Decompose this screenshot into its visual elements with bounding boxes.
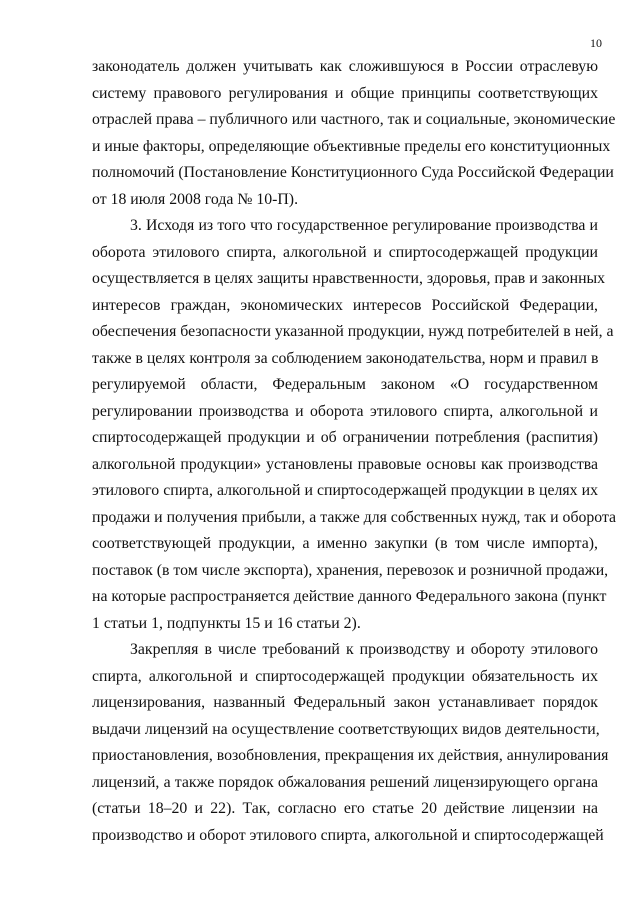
text-line: спиртосодержащей продукции и об ограничении потребления (распития) xyxy=(92,429,598,446)
text-line: оборота этилового спирта, алкогольной и спиртосодержащей продукции xyxy=(92,243,598,261)
text-line: этилового спирта, алкогольной и спиртосодержащей продукции в целях их xyxy=(92,482,598,499)
paragraph xyxy=(92,637,609,849)
text-line: обеспечения безопасности указанной продукции, нужд потребителей в ней, а xyxy=(92,323,614,340)
text-line: 1 статьи 1, подпункты 15 и 16 статьи 2). xyxy=(92,614,361,632)
text-line: на которые распространяется действие данного Федерального закона (пункт xyxy=(92,588,607,605)
text-line: интересов граждан, экономических интересов Российской Федерации, xyxy=(92,296,598,314)
text-line: полномочий (Постановление Конституционного Суда Российской Федерации xyxy=(92,164,614,181)
text-line: систему правового регулирования и общие принципы соответствующих xyxy=(92,84,598,102)
text-line: отраслей права – публичного или частного, так и социальные, экономические xyxy=(92,111,616,128)
text-line: законодатель должен учитывать как сложившуюся в России отраслевую xyxy=(92,58,598,75)
text-line: также в целях контроля за соблюдением законодательства, норм и правил в xyxy=(92,349,599,367)
text-line: 3. Исходя из того что государственное регулирование производства и xyxy=(130,217,598,234)
text-line: приостановления, возобновления, прекращения их действия, аннулирования xyxy=(92,747,609,764)
text-line: осуществляется в целях защиты нравственности, здоровья, прав и законных xyxy=(92,270,606,287)
text-line: лицензирования, названный Федеральный закон устанавливает порядок xyxy=(92,694,598,711)
text-line: и иные факторы, определяющие объективные пределы его конституционных xyxy=(92,137,611,155)
text-line: лицензий, а также порядок обжалования решений лицензирующего органа xyxy=(92,773,598,791)
text-line: регулируемой области, Федеральным законом «О государственном xyxy=(92,376,598,393)
text-line: выдачи лицензий на осуществление соответствующих видов деятельности, xyxy=(92,720,600,738)
text-line: регулировании производства и оборота этилового спирта, алкогольной и xyxy=(92,402,598,420)
document-body xyxy=(92,54,617,849)
text-line: Закрепляя в числе требований к производству и обороту этилового xyxy=(130,641,598,658)
text-line: спирта, алкогольной и спиртосодержащей продукции обязательность их xyxy=(92,667,598,685)
text-line: от 18 июля 2008 года № 10-П). xyxy=(92,190,299,208)
text-line: соответствующей продукции, а именно закупки (в том числе импорта), xyxy=(92,535,598,552)
text-line: алкогольной продукции» установлены правовые основы как производства xyxy=(92,455,598,473)
paragraph xyxy=(92,213,617,637)
page-number: 10 xyxy=(590,36,602,50)
text-line: производство и оборот этилового спирта, алкогольной и спиртосодержащей xyxy=(92,826,604,844)
paragraph xyxy=(92,54,616,213)
text-line: (статьи 18–20 и 22). Так, согласно его статье 20 действие лицензии на xyxy=(92,800,598,817)
text-line: поставок (в том числе экспорта), хранения, перевозок и розничной продажи, xyxy=(92,561,609,579)
text-line: продажи и получения прибыли, а также для собственных нужд, так и оборота xyxy=(92,508,617,526)
